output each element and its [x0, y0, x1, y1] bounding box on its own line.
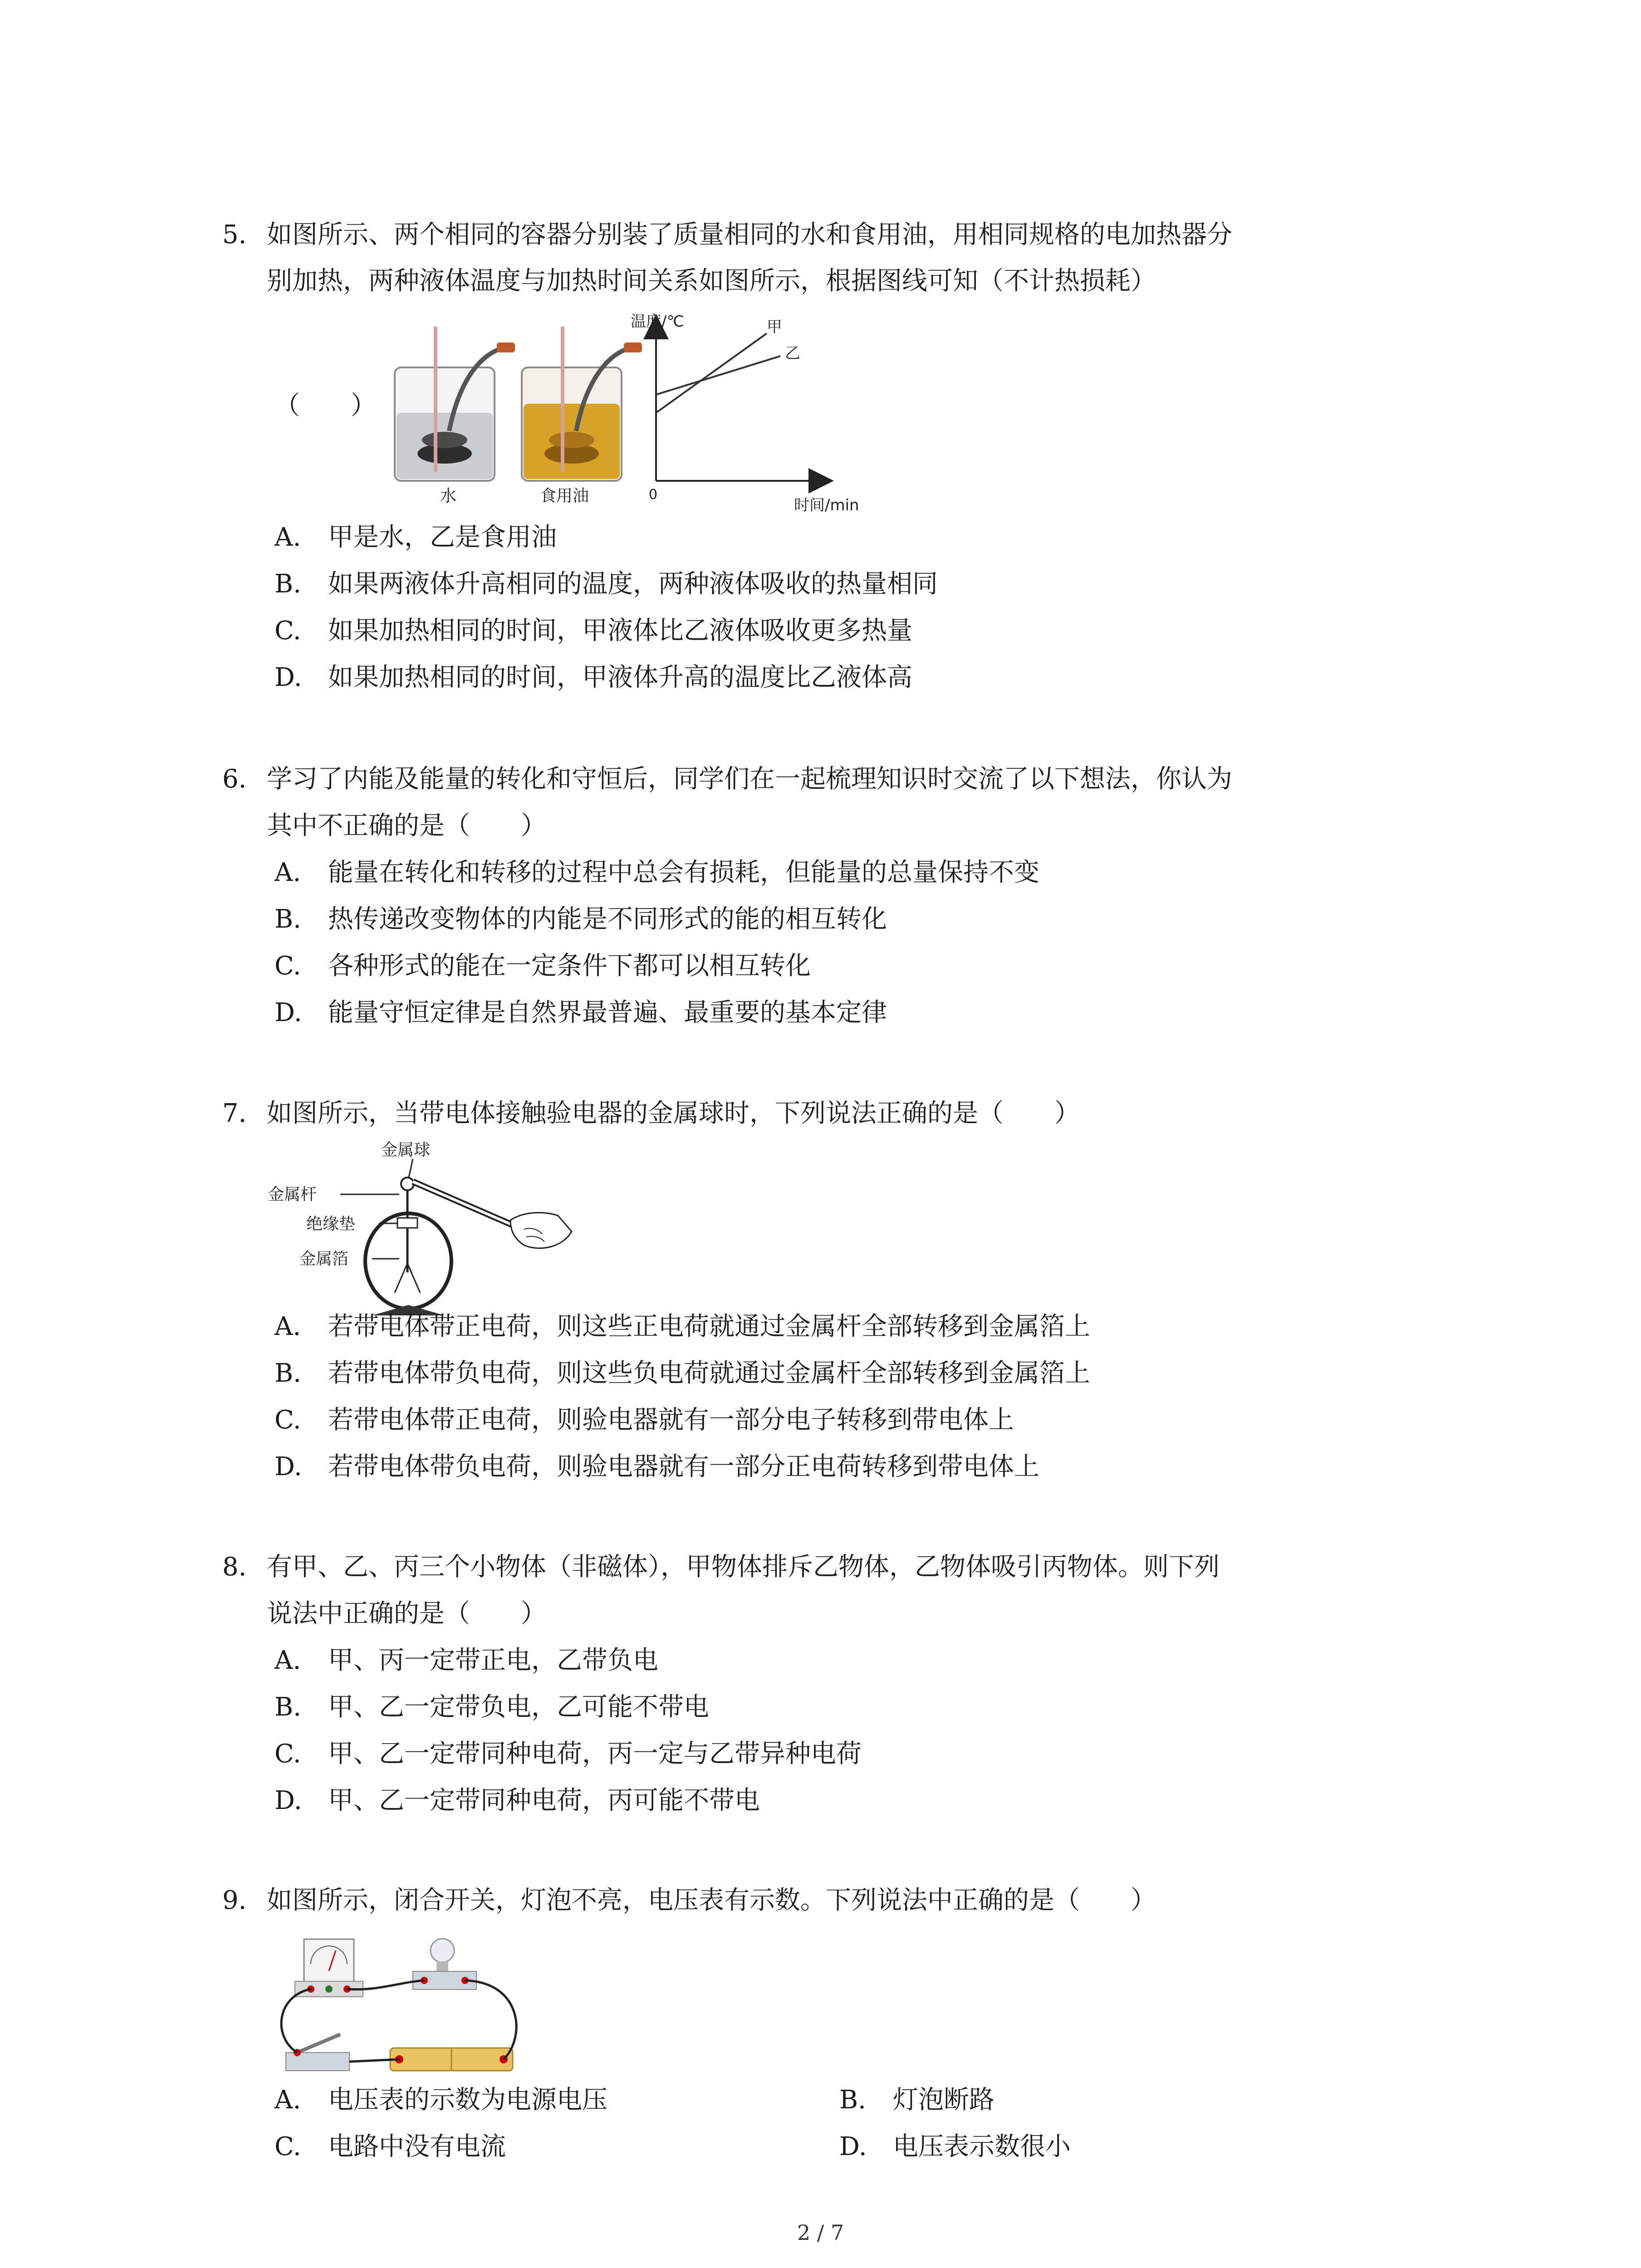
- question-5-stem-line2: 别加热，两种液体温度与加热时间关系如图所示，根据图线可知（不计热损耗）: [267, 266, 1156, 296]
- temperature-time-graph: [631, 308, 885, 522]
- question-5-answer-blank: （ ）: [274, 391, 376, 420]
- option-6-b[interactable]: B. 热传递改变物体的内能是不同形式的能的相互转化: [274, 904, 887, 934]
- option-6-a[interactable]: A. 能量在转化和转移的过程中总会有损耗，但能量的总量保持不变: [274, 858, 1039, 887]
- option-8-a[interactable]: A. 甲、丙一定带正电，乙带负电: [274, 1646, 658, 1675]
- question-8-stem-line1: 有甲、乙、丙三个小物体（非磁体），甲物体排斥乙物体，乙物体吸引丙物体。则下列: [267, 1552, 1220, 1582]
- circuit-figure: [268, 1932, 531, 2082]
- electroscope-figure: [263, 1136, 581, 1322]
- beaker-oil-label: 食用油: [540, 487, 589, 505]
- label-metal-ball: 金属球: [381, 1141, 431, 1159]
- option-9-a[interactable]: A. 电压表的示数为电源电压: [274, 2085, 607, 2115]
- label-metal-rod: 金属杆: [268, 1185, 317, 1204]
- question-7-stem-line1: 如图所示，当带电体接触验电器的金属球时，下列说法正确的是（ ）: [267, 1099, 1080, 1128]
- page-number: 2 / 7: [797, 2220, 844, 2245]
- option-5-d[interactable]: D. 如果加热相同的时间，甲液体升高的温度比乙液体高: [274, 663, 912, 692]
- graph-y-axis-label: 温度/℃: [631, 313, 684, 331]
- option-9-c[interactable]: C. 电路中没有电流: [274, 2132, 506, 2161]
- question-9-stem-line1: 如图所示，闭合开关，灯泡不亮，电压表有示数。下列说法中正确的是（ ）: [267, 1886, 1156, 1915]
- question-8-number: 8.: [222, 1552, 247, 1582]
- option-5-a[interactable]: A. 甲是水，乙是食用油: [274, 523, 557, 552]
- graph-line-jia: [656, 333, 767, 413]
- question-9-number: 9.: [222, 1886, 247, 1915]
- label-insulating-pad: 绝缘垫: [306, 1215, 356, 1233]
- option-5-b[interactable]: B. 如果两液体升高相同的温度，两种液体吸收的热量相同: [274, 569, 938, 599]
- option-9-d[interactable]: D. 电压表示数很小: [839, 2132, 1071, 2161]
- graph-line-yi-label: 乙: [785, 344, 800, 362]
- option-7-d[interactable]: D. 若带电体带负电荷，则验电器就有一部分正电荷转移到带电体上: [274, 1452, 1039, 1481]
- option-9-b[interactable]: B. 灯泡断路: [839, 2085, 994, 2115]
- question-7-number: 7.: [222, 1099, 247, 1128]
- question-8-stem-line2: 说法中正确的是（ ）: [267, 1599, 546, 1628]
- beakers-figure: [390, 318, 644, 508]
- graph-line-jia-label: 甲: [767, 318, 782, 336]
- question-5-stem-line1: 如图所示、两个相同的容器分别装了质量相同的水和食用油，用相同规格的电加热器分: [267, 220, 1232, 249]
- option-7-a[interactable]: A. 若带电体带正电荷，则这些正电荷就通过金属杆全部转移到金属箔上: [274, 1312, 1090, 1341]
- question-6-stem-line2: 其中不正确的是（ ）: [267, 811, 546, 841]
- label-metal-foil: 金属箔: [299, 1250, 349, 1268]
- option-7-b[interactable]: B. 若带电体带负电荷，则这些负电荷就通过金属杆全部转移到金属箔上: [274, 1359, 1090, 1388]
- option-8-c[interactable]: C. 甲、乙一定带同种电荷，丙一定与乙带异种电荷: [274, 1739, 862, 1769]
- option-8-b[interactable]: B. 甲、乙一定带负电，乙可能不带电: [274, 1692, 709, 1722]
- graph-line-yi: [656, 356, 780, 395]
- graph-x-axis-label: 时间/min: [794, 496, 859, 514]
- graph-origin-label: 0: [649, 487, 658, 503]
- option-7-c[interactable]: C. 若带电体带正电荷，则验电器就有一部分电子转移到带电体上: [274, 1405, 1014, 1435]
- beaker-water-label: 水: [440, 487, 457, 505]
- question-6-stem-line1: 学习了内能及能量的转化和守恒后，同学们在一起梳理知识时交流了以下想法，你认为: [267, 764, 1232, 794]
- question-5-number: 5.: [222, 220, 247, 249]
- question-6-number: 6.: [222, 764, 247, 794]
- option-6-c[interactable]: C. 各种形式的能在一定条件下都可以相互转化: [274, 951, 811, 981]
- option-5-c[interactable]: C. 如果加热相同的时间，甲液体比乙液体吸收更多热量: [274, 616, 912, 645]
- option-6-d[interactable]: D. 能量守恒定律是自然界最普遍、最重要的基本定律: [274, 998, 887, 1027]
- option-8-d[interactable]: D. 甲、乙一定带同种电荷，丙可能不带电: [274, 1786, 760, 1815]
